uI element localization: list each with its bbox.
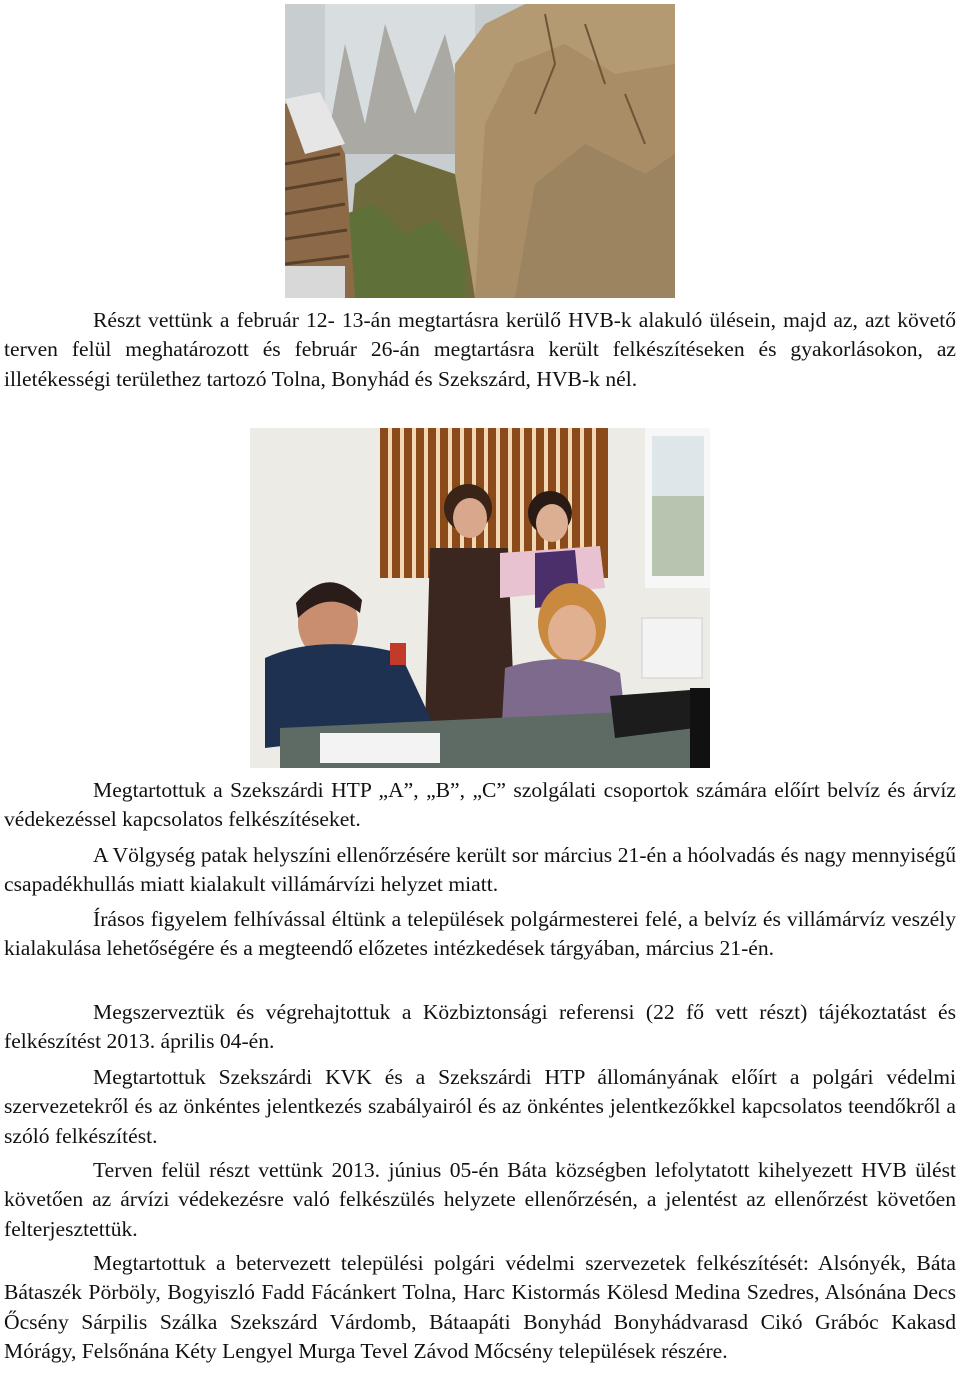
paragraph-written-notice: Írásos figyelem felhívással éltünk a települések polgármesterei felé, a belvíz és villámárvíz veszély kialakulása lehetőségére és a megteendő előzetes intézkedések tárgyában, március 21-én.	[4, 907, 956, 961]
paragraph-volgyseg-creek: A Völgység patak helyszíni ellenőrzésére került sor március 21-én a hóolvadás és nagy mennyiségű csapadékhullás miatt kialakult villámárvízi helyzet miatt.	[4, 843, 956, 897]
paragraph-hvb-meetings: Részt vettünk a február 12- 13-án megtartásra kerülő HVB-k alakuló ülésein, majd az, azt követő terven felül meghatározott és február 26-án megtartásra került felkészítéseken és gyakorlásokon, az illetékességi területhez tartozó Tolna, Bonyhád és Szekszárd, HVB-k nél.	[4, 308, 956, 391]
landslide-photo	[285, 4, 675, 298]
paragraph-safety-referents: Megszerveztük és végrehajtottuk a Közbiztonsági referensi (22 fő vett részt) tájékoztatást és felkészítést 2013. április 04-én.	[4, 1000, 956, 1054]
paragraph-bata-hvb: Terven felül részt vettünk 2013. június 05-én Báta községben lefolytatott kihelyezett HVB ülést követően az árvízi védekezésre való felkészülés helyzete ellenőrzésén, a jelentést az ellenőrzést követően felterjesztettük.	[4, 1158, 956, 1241]
paragraph-kvk-htp-training: Megtartottuk Szekszárdi KVK és a Szekszárdi HTP állományának előírt a polgári védelmi szervezetekről és az önkéntes jelentkezés szabályairól és az önkéntes jelentkezőkkel kapcsolatos teendőkről a szóló felkészítést.	[4, 1065, 956, 1148]
paragraph-settlements-training: Megtartottuk a betervezett települési polgári védelmi szervezetek felkészítését: Alsónyék, Báta Bátaszék Pörböly, Bogyiszló Fadd Fácánkert Tolna, Harc Kistormás Kölesd Medina Szedres, Alsónána Decs Őcsény Sárpilis Szálka Szekszárd Várdomb, Bátaapáti Bonyhád Bonyhádvarasd Cikó Grábóc Kakasd Mórágy, Felsőnána Kéty Lengyel Murga Tevel Závod Mőcsény települések részére.	[4, 1251, 956, 1364]
paragraph-htp-training: Megtartottuk a Szekszárdi HTP „A”, „B”, „C” szolgálati csoportok számára előírt belvíz és árvíz védekezéssel kapcsolatos felkészítéseket.	[4, 778, 956, 832]
meeting-photo	[250, 428, 710, 768]
